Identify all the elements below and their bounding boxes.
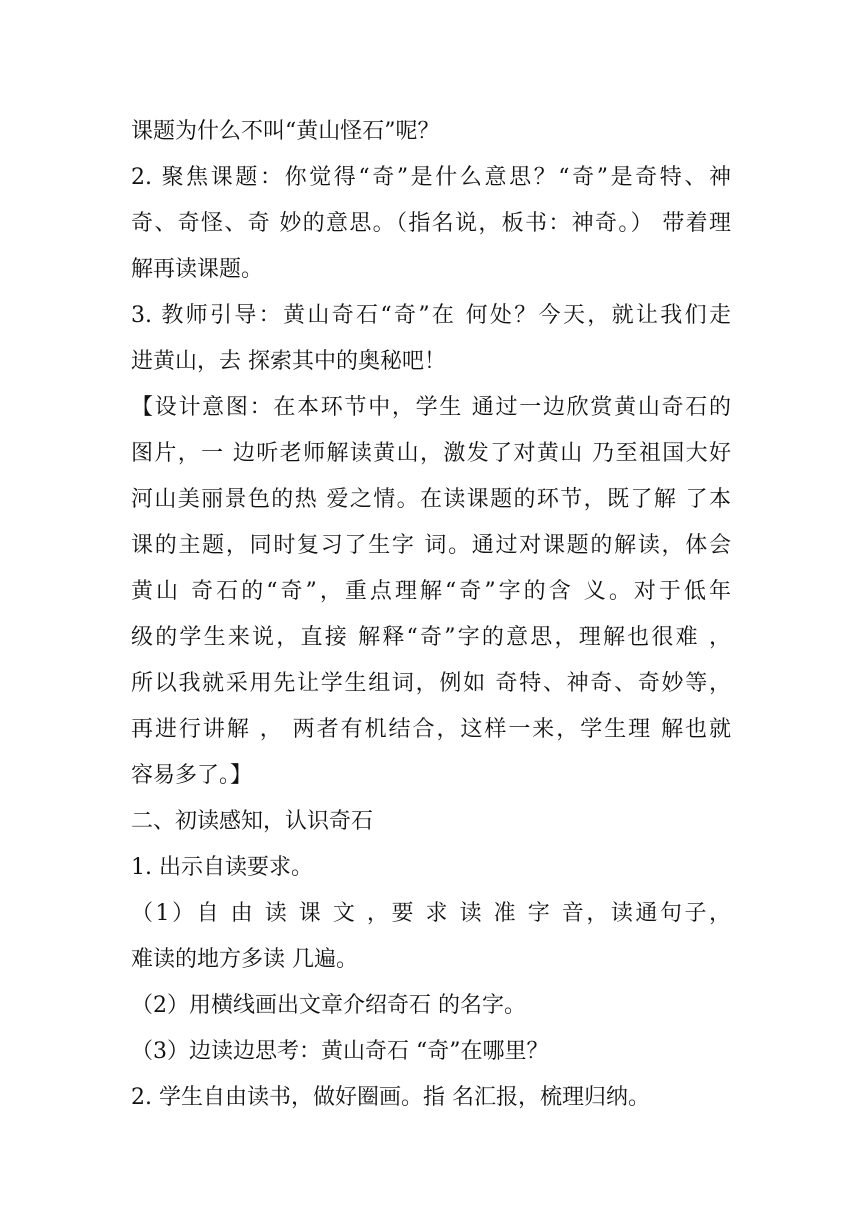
text-line: 难读的地方多读 几遍。 (131, 947, 358, 972)
text-line: 2. 学生自由读书，做好圈画。指 名汇报，梳理归纳。 (131, 1085, 650, 1110)
text-line: 2. 聚焦课题：你觉得“奇”是什么意思？“奇”是奇特、神 (131, 165, 731, 190)
text-line: 课题为什么不叫“黄山怪石”呢？ (131, 119, 440, 144)
document-body (131, 109, 731, 1121)
text-line: （3）边读边思考：黄山奇石 “奇”在哪里？ (131, 1039, 549, 1064)
text-line: （2）用横线画出文章介绍奇石 的名字。 (131, 993, 526, 1018)
text-line: 3. 教师引导：黄山奇石“奇”在 何处？今天，就让我们走 (131, 303, 731, 328)
text-line: 容易多了。】 (131, 763, 253, 788)
text-line: 河山美丽景色的热 爱之情。在读课题的环节，既了解 了本 (131, 487, 731, 512)
text-line: 级的学生来说，直接 解释“奇”字的意思，理解也很难 ， (131, 625, 731, 650)
text-line: 黄山 奇石的“奇”，重点理解“奇”字的含 义。对于低年 (131, 579, 731, 604)
section-heading: 二、初读感知，认识奇石 (131, 809, 374, 834)
text-line: 再进行讲解 ， 两者有机结合，这样一来，学生理 解也就 (131, 717, 731, 742)
text-line: 【设计意图：在本环节中，学生 通过一边欣赏黄山奇石的 (131, 395, 731, 420)
text-line: 课的主题，同时复习了生字 词。通过对课题的解读，体会 (131, 533, 731, 558)
text-line: 所以我就采用先让学生组词，例如 奇特、神奇、奇妙等， (131, 671, 731, 696)
text-line: 奇、奇怪、奇 妙的意思。（指名说，板书：神奇。） 带着理 (131, 211, 731, 236)
text-line: 图片，一 边听老师解读黄山，激发了对黄山 乃至祖国大好 (131, 441, 731, 466)
text-line: 解再读课题。 (131, 257, 264, 282)
text-line: （1）自 由 读 课 文 ，要 求 读 准 字 音，读通句子， (131, 901, 731, 926)
text-line: 进黄山，去 探索其中的奥秘吧！ (131, 349, 446, 374)
text-line: 1. 出示自读要求。 (131, 855, 313, 880)
